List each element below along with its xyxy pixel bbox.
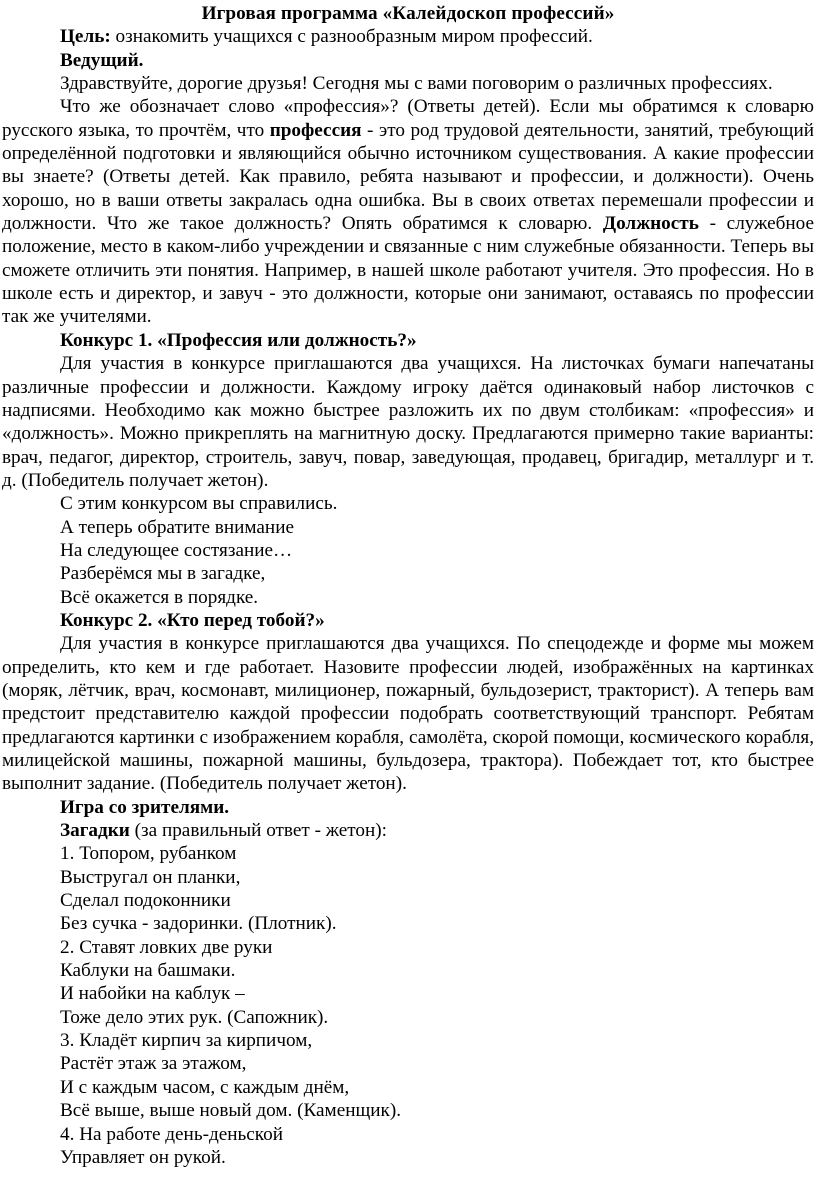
intro-part-3: - служебное положение, место в каком-либо учреждении и связанные с ним служебные обязанности. Теперь вы сможете отличить эти понятия. Например, в нашей школе работают учителя. Это профессия. Но в школе есть и директор, и завуч - это должности, которые они занимают, оставаясь по профессии так же учителями. xyxy=(2,213,814,328)
riddles-note: (за правильный ответ - жетон): xyxy=(129,820,387,842)
riddle-line: И набойки на каблук – xyxy=(60,983,245,1005)
contest-2-heading-text: Конкурс 2. «Кто перед тобой?» xyxy=(60,609,325,631)
verse-line: На следующее состязание… xyxy=(60,539,293,561)
contest-1-paragraph: Для участия в конкурсе приглашаются два учащихся. На листочках бумаги напечатаны различные профессии и должности. Каждому игроку даётся одинаковый набор листочков с надписями. Необходимо как можно быстрее разложить их по двум столбикам: «профессия» и «должность». Можно прикреплять на магнитную доску. Предлагаются примерно такие варианты: врач, педагог, директор, строитель, завуч, повар, заведующая, продавец, бригадир, металлург и т. д. (Победитель получает жетон). xyxy=(2,353,814,491)
intro-part-2: - это род трудовой деятельности, занятий, требующий определённой подготовки и являющийся обычно источником существования. А какие профессии вы знаете? (Ответы детей. Как правило, ребята называют и профессии, и должности). Очень хорошо, но в ваши ответы закралась одна ошибка. Вы в своих ответах перемешали профессии и должности. Что же такое должность? Опять обратимся к словарю. xyxy=(2,119,814,235)
contest-1-heading-text: Конкурс 1. «Профессия или должность?» xyxy=(60,329,417,351)
riddle-line: Растёт этаж за этажом, xyxy=(60,1053,247,1075)
term-profession: профессия xyxy=(269,119,362,141)
riddle-line: Тоже дело этих рук. (Сапожник). xyxy=(60,1006,329,1028)
host-label-text: Ведущий. xyxy=(60,49,144,71)
riddle-line: Без сучка - задоринки. (Плотник). xyxy=(60,913,337,935)
host-label xyxy=(2,49,814,72)
riddle-line: 3. Кладёт кирпич за кирпичом, xyxy=(60,1030,313,1052)
document-title: Игровая программа «Калейдоскоп профессий» xyxy=(201,3,615,24)
verse-line: Всё окажется в порядке. xyxy=(60,586,259,608)
riddle-line: 4. На работе день-деньской xyxy=(60,1123,283,1145)
contest-2-heading xyxy=(2,609,814,632)
riddle-line: 1. Топором, рубанком xyxy=(60,843,237,865)
riddles-label: Загадки xyxy=(60,820,130,842)
goal-label: Цель: xyxy=(60,26,111,48)
riddle-line: Управляет он рукой. xyxy=(60,1146,226,1168)
riddle-line: 2. Ставят ловких две руки xyxy=(60,936,273,958)
contest-1-heading xyxy=(2,329,814,352)
contest-2-paragraph: Для участия в конкурсе приглашаются два учащихся. По спецодежде и форме мы можем определить, кто кем и где работает. Назовите профессии людей, изображённых на картинках (моряк, лётчик, врач, космонавт, милиционер, пожарный, бульдозерист, тракторист). А теперь вам предстоит представителю каждой профессии подобрать соответствующий транспорт. Ребятам предлагаются картинки с изображением корабля, самолёта, скорой помощи, космического корабля, милицейской машины, пожарной машины, бульдозера, трактора). Побеждает тот, кто быстрее выполнит задание. (Победитель получает жетон). xyxy=(2,633,814,795)
riddle-line: Всё выше, выше новый дом. (Каменщик). xyxy=(60,1100,402,1122)
riddle-line: Каблуки на башмаки. xyxy=(60,960,236,982)
verse-line: С этим конкурсом вы справились. xyxy=(60,493,338,515)
riddle-line: И с каждым часом, с каждым днём, xyxy=(60,1076,350,1098)
verse-line: Разберёмся мы в загадке, xyxy=(60,563,266,585)
intro-paragraph xyxy=(2,95,814,328)
intro-part-1: Что же обозначает слово «профессия»? (Ответы детей). Если мы обратимся к словарю русского языка, то прочтём, что xyxy=(2,96,814,141)
riddle-line: Выстругал он планки, xyxy=(60,866,241,888)
riddle-line: Сделал подоконники xyxy=(60,890,231,912)
riddles-intro xyxy=(2,819,814,842)
audience-game-text: Игра со зрителями. xyxy=(60,796,230,818)
verse-line: А теперь обратите внимание xyxy=(60,516,294,538)
term-position: Должность xyxy=(602,213,699,235)
goal-text: ознакомить учащихся с разнообразным миром профессий. xyxy=(110,26,593,48)
goal-paragraph xyxy=(2,25,814,48)
audience-game-heading xyxy=(2,796,814,819)
greeting-paragraph: Здравствуйте, дорогие друзья! Сегодня мы с вами поговорим о различных профессиях. xyxy=(60,73,773,95)
